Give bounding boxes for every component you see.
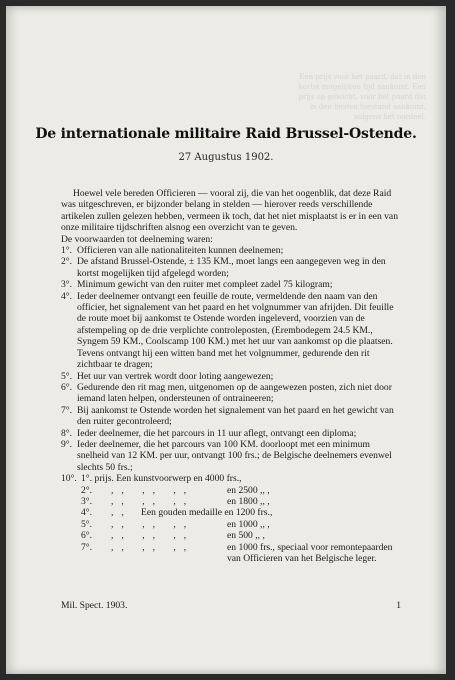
condition-item	[61, 256, 401, 279]
condition-item	[61, 382, 401, 405]
condition-text: Het uur van vertrek wordt door loting aangewezen;	[77, 370, 274, 382]
prize-number: 3°.	[81, 495, 93, 507]
condition-text: Minimum gewicht van den ruiter met compleet zadel 75 kilogram;	[77, 279, 333, 291]
condition-number: 6°.	[61, 381, 73, 393]
condition-text: Gedurende den rit mag men, uitgenomen op de aangewezen posten, zich niet door iemand laten helpen, ondersteunen of ontraineeren;	[77, 381, 392, 405]
condition-text: Ieder deelnemer, die het parcours van 100 KM. doorloopt met een minimum snelheid van 12 KM. per uur, ontvangt 100 frs.; de Belgische deelnemers evenwel slechts 50 frs.;	[77, 438, 392, 473]
prize-row	[61, 530, 401, 541]
prize-number: 5°.	[81, 518, 93, 530]
bleed-through-text: Een prijs voor het paard, dat in den kortst mogelijken tijd aankomt. Een prijs op gewicht, voor het paard dat in den besten toestand aankomt, volgens het oordeel.	[298, 73, 426, 121]
prize-first: 1°. prijs. Een kunstvoorwerp en 4000 frs.,	[81, 473, 242, 485]
condition-item	[61, 439, 401, 473]
condition-number: 10°.	[61, 473, 77, 485]
condition-number: 9°.	[61, 438, 73, 450]
condition-number: 2°.	[61, 256, 73, 268]
prize-row	[61, 485, 401, 496]
condition-number: 5°.	[61, 370, 73, 382]
condition-text: De afstand Brussel-Ostende, ± 135 KM., moet langs een aangegeven weg in den kortst mogelijken tijd afgelegd worden;	[77, 256, 386, 279]
condition-item	[61, 371, 401, 382]
page-footer	[61, 600, 401, 611]
prize-ditto: ,,	[111, 507, 132, 519]
prize-text: en 1800 ,, ,	[227, 495, 270, 507]
prize-number: 6°.	[81, 530, 93, 542]
conditions-list	[61, 245, 401, 564]
condition-number: 8°.	[61, 427, 73, 439]
condition-text: Ieder deelnemer ontvangt een feuille de route, vermeldende den naam van den officier, het signalement van het paard en het volgnummer van afrijden. Dit feuille de route moet bij aankomst te Ostende worden ingeleverd, voorzien van de afstempeling op de drie verplichte controleposten, (Erembodegem 24.5 KM., Syngem 59 KM., Coolscamp 100 KM.) met het uur van aankomst op die plaatsen. Tevens ontvangt hij een witten band met het volgnummer, gedurende den rit zichtbaar te dragen;	[77, 290, 394, 371]
prize-number: 7°.	[81, 541, 93, 553]
condition-item	[61, 291, 401, 371]
condition-item	[61, 405, 401, 428]
condition-text: Ieder deelnemer, die het parcours in 11 uur aflegt, ontvangt een diploma;	[77, 427, 357, 439]
condition-number: 4°.	[61, 290, 73, 302]
prize-text: Een gouden medaille en 1200 frs.,	[141, 507, 273, 519]
condition-item	[61, 245, 401, 256]
prize-row	[61, 496, 401, 507]
condition-text: Bij aankomst te Ostende worden het signalement van het paard en het gewicht van den ruiter gecontroleerd;	[77, 404, 394, 428]
footer-journal: Mil. Spect. 1903.	[61, 600, 128, 611]
article-date: 27 Augustus 1902.	[178, 152, 274, 163]
condition-text: Officieren van alle nationaliteiten kunnen deelnemen;	[77, 245, 284, 257]
prize-text: en 500 ,, ,	[227, 530, 265, 542]
prize-ditto: ,, ,, ,,	[111, 495, 195, 507]
document-page	[6, 6, 446, 674]
prize-number: 4°.	[81, 507, 93, 519]
prize-ditto: ,, ,, ,,	[111, 541, 195, 553]
prize-text: en 1000 ,, ,	[227, 518, 270, 530]
condition-number: 1°.	[61, 245, 73, 257]
prize-row	[61, 507, 401, 518]
conditions-intro: De voorwaarden tot deelneming waren:	[61, 233, 213, 245]
prizes-heading	[61, 473, 401, 484]
page-number: 1	[396, 600, 401, 611]
article-body	[61, 188, 401, 564]
prize-number: 2°.	[81, 484, 93, 496]
prize-text: en 2500 ,, ,	[227, 484, 270, 496]
condition-number: 3°.	[61, 279, 73, 291]
prize-ditto: ,, ,, ,,	[111, 518, 195, 530]
prize-text: en 1000 frs., speciaal voor remontepaarden van Officieren van het Belgische leger.	[227, 541, 393, 564]
prize-row	[61, 542, 401, 565]
prize-row	[61, 519, 401, 530]
condition-number: 7°.	[61, 404, 73, 416]
prize-ditto: ,, ,, ,,	[111, 484, 195, 496]
article-title: De internationale militaire Raid Brussel-Ostende.	[35, 126, 417, 142]
condition-item	[61, 428, 401, 439]
intro-paragraph: Hoewel vele bereden Officieren — vooral zij, die van het oogenblik, dat deze Raid was uitgeschreven, er bijzonder belang in stelden — hierover reeds verschillende artikelen zullen gelezen hebben, vermeen ik toch, dat het niet misplaatst is er in een van onze militaire tijdschriften alsnog een overzicht van te geven.	[61, 188, 398, 234]
prize-ditto: ,, ,, ,,	[111, 530, 195, 542]
condition-item	[61, 279, 401, 290]
